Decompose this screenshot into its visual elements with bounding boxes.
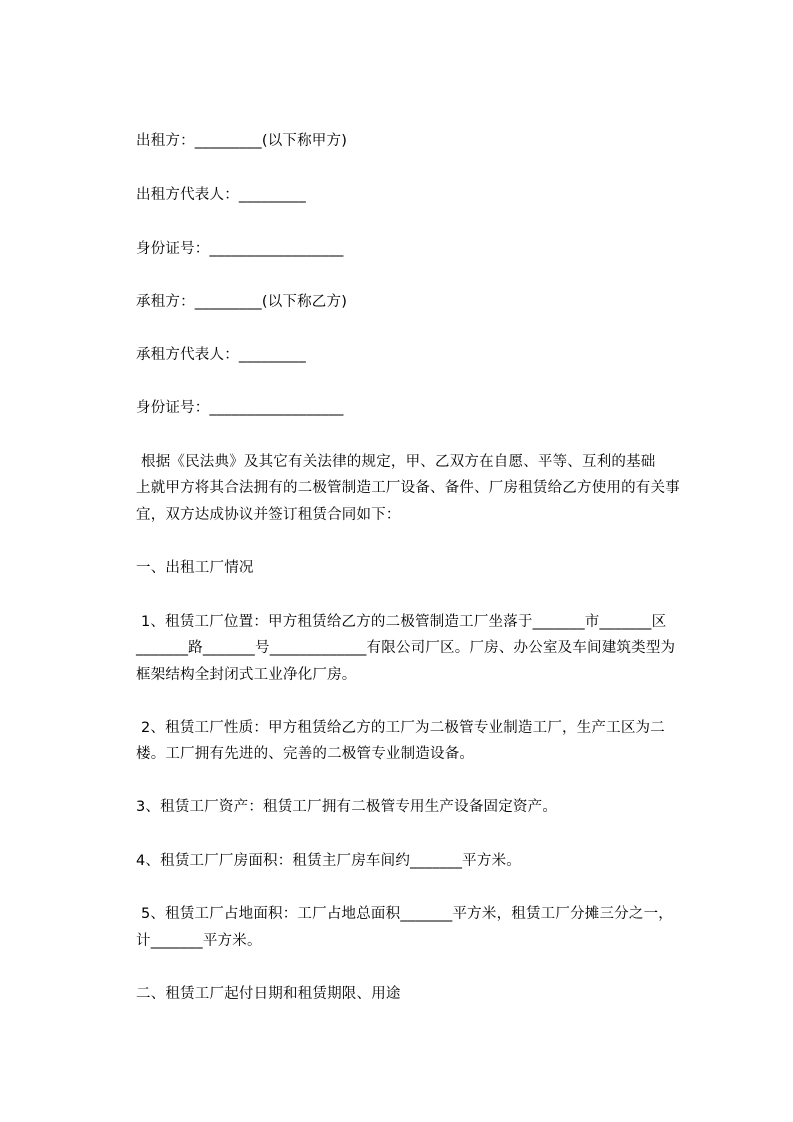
lessee-id-number-line: 身份证号：__________________ [136,400,344,416]
item-1-line-3: 框架结构全封闭式工业净化厂房。 [136,667,357,683]
item-2-line-2: 楼。工厂拥有先进的、完善的二极管专业制造设备。 [136,746,475,762]
item-4-line: 4、租赁工厂厂房面积：租赁主厂房车间约_______平方米。 [136,853,521,869]
item-1-line-1: 1、租赁工厂位置：甲方租赁给乙方的二极管制造工厂坐落于_______市_______区 [141,614,667,630]
item-5-line-2: 计_______平方米。 [136,933,262,949]
lessor-line: 出租方：_________(以下称甲方) [136,133,348,149]
item-2-line-1: 2、租赁工厂性质：甲方租赁给乙方的工厂为二极管专业制造工厂，生产工区为二 [141,720,665,736]
intro-paragraph-line-2: 上就甲方将其合法拥有的二极管制造工厂设备、备件、厂房租赁给乙方使用的有关事 [136,480,680,496]
intro-paragraph-line-3: 宜，双方达成协议并签订租赁合同如下： [136,507,401,523]
section-1-heading: 一、出租工厂情况 [136,560,254,576]
lessee-line: 承租方：_________(以下称乙方) [136,294,348,310]
item-5-line-1: 5、租赁工厂占地面积：工厂占地总面积_______平方米，租赁工厂分摊三分之一， [141,906,673,922]
item-1-line-2: _______路_______号_____________有限公司厂区。厂房、办公室及车间建筑类型为 [136,640,676,656]
section-2-heading: 二、租赁工厂起付日期和租赁期限、用途 [136,986,401,1002]
item-3-line: 3、租赁工厂资产：租赁工厂拥有二极管专用生产设备固定资产。 [136,799,558,815]
lessee-representative-line: 承租方代表人：_________ [136,347,306,363]
lessor-representative-line: 出租方代表人：_________ [136,187,306,203]
intro-paragraph-line-1: 根据《民法典》及其它有关法律的规定，甲、乙双方在自愿、平等、互利的基础 [141,454,656,470]
lessor-id-number-line: 身份证号：__________________ [136,241,344,257]
